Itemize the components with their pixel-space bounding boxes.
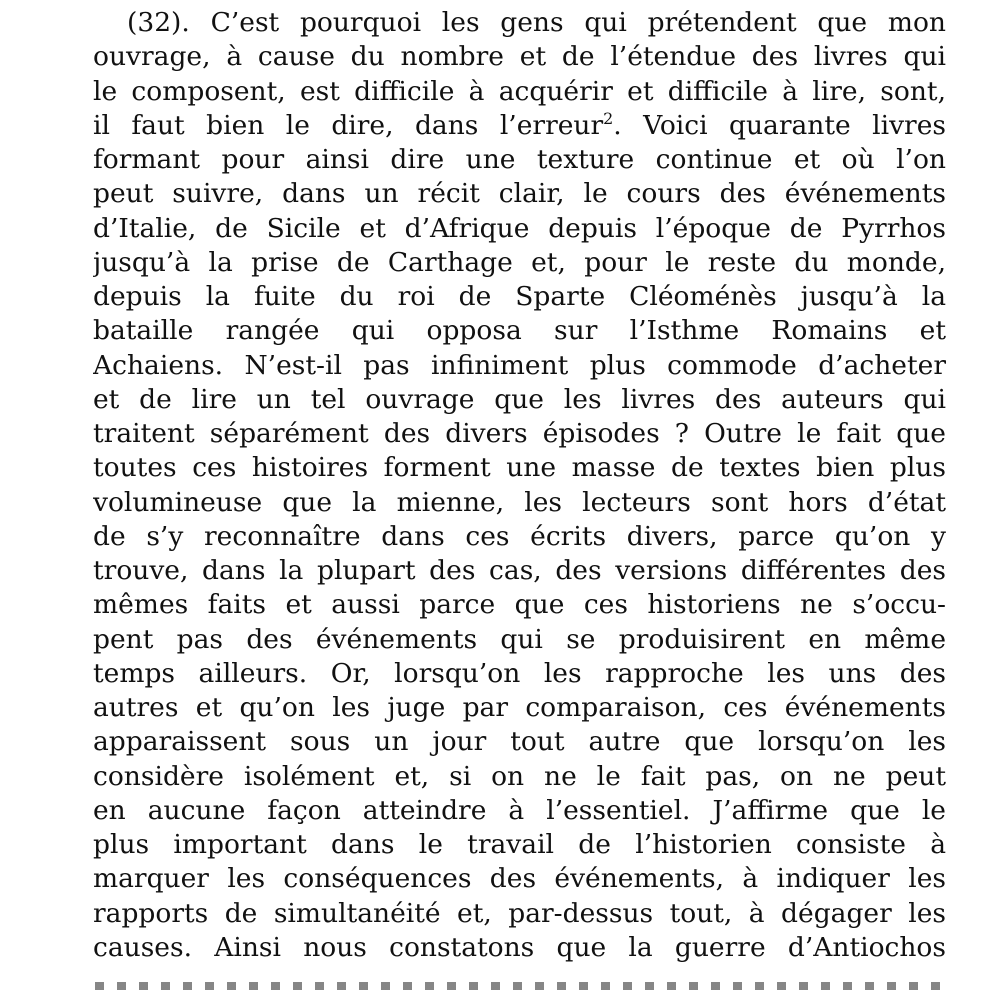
text-line: le composent, est difficile à acquérir et difficile à lire, sont,: [93, 75, 946, 107]
text-line: en aucune façon atteindre à l’essentiel. J’affirme que le: [93, 794, 946, 826]
text-line: pent pas des événements qui se produisirent en même: [93, 623, 946, 655]
text-line: formant pour ainsi dire une texture continue et où l’on: [93, 144, 946, 175]
text-line: autres et qu’on les juge par comparaison, ces événements: [93, 692, 946, 723]
text-line: de s’y reconnaître dans ces écrits divers, parce qu’on y: [93, 520, 946, 552]
text-line: considère isolément et, si on ne le fait pas, on ne peut: [93, 760, 946, 792]
text-line: Achaiens. N’est-il pas infiniment plus commode d’acheter: [93, 349, 946, 381]
text-line: trouve, dans la plupart des cas, des versions différentes des: [93, 555, 946, 586]
text-line: plus important dans le travail de l’historien consiste à: [93, 829, 946, 860]
body-text: [93, 6, 946, 965]
text-line: mêmes faits et aussi parce que ces historiens ne s’occu-: [93, 589, 946, 621]
text-line: temps ailleurs. Or, lorsqu’on les rapproche les uns des: [93, 657, 946, 689]
text-line: causes. Ainsi nous constatons que la guerre d’Antiochos: [93, 931, 946, 963]
text-line: apparaissent sous un jour tout autre que lorsqu’on les: [93, 726, 946, 758]
text-line: rapports de simultanéité et, par-dessus tout, à dégager les: [93, 897, 946, 929]
footnote-marker: 2: [603, 108, 614, 128]
cropped-bottom-line-fragment: [95, 982, 945, 990]
paragraph-number: (32).: [127, 7, 190, 38]
text-line: depuis la fuite du roi de Sparte Cléoménès jusqu’à la: [93, 281, 946, 312]
text-line: ouvrage, à cause du nombre et de l’étendue des livres qui: [93, 41, 946, 73]
text-line: peut suivre, dans un récit clair, le cours des événements: [93, 178, 946, 210]
text-line: jusqu’à la prise de Carthage et, pour le reste du monde,: [93, 246, 946, 278]
text-line: et de lire un tel ouvrage que les livres des auteurs qui: [93, 383, 946, 415]
text-line: d’Italie, de Sicile et d’Afrique depuis l’époque de Pyrrhos: [93, 212, 946, 244]
text-line: toutes ces histoires forment une masse de textes bien plus: [93, 452, 946, 484]
text-line: traitent séparément des divers épisodes ? Outre le fait que: [93, 418, 946, 449]
text-line: volumineuse que la mienne, les lecteurs sont hors d’état: [93, 486, 946, 518]
text-line: marquer les conséquences des événements, à indiquer les: [93, 863, 946, 895]
text-line: bataille rangée qui opposa sur l’Isthme Romains et: [93, 315, 946, 347]
text-line: il faut bien le dire, dans l’erreur$^2$. Voici quarante livres: [93, 108, 946, 141]
text-line: (32). C’est pourquoi les gens qui prétendent que mon: [127, 7, 946, 38]
